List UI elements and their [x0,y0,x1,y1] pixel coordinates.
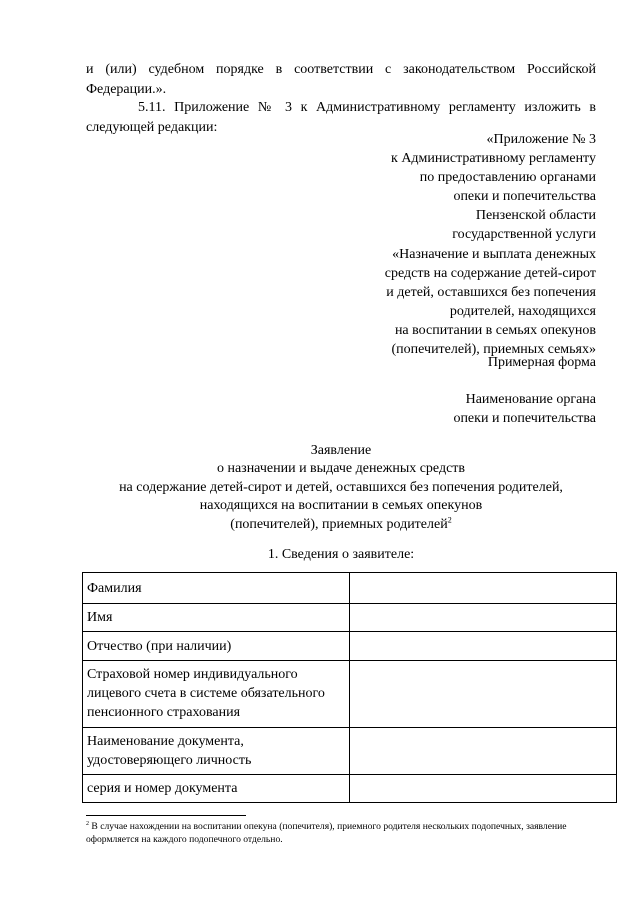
appendix-line: и детей, оставшихся без попечения [386,284,596,300]
row-label: Фамилия [83,573,350,604]
footnote-divider [86,815,246,816]
row-label: серия и номер документа [83,775,350,803]
row-value-cell[interactable] [350,728,617,775]
appendix-line: государственной услуги [452,227,596,243]
title-line [86,516,596,534]
row-value-cell[interactable] [350,604,617,632]
footnote-reference[interactable]: 2 [447,514,452,524]
table-row [83,728,617,775]
appendix-line: (попечителей), приемных семьях» [391,342,596,358]
footnote-mark: 2 [86,820,89,827]
table-row [83,604,617,632]
row-label: Страховой номер индивидуального лицевого счета в системе обязательного пенсионного страхования [83,661,350,728]
row-label: Отчество (при наличии) [83,632,350,661]
title-line: Заявление [310,443,372,458]
row-value-cell[interactable] [350,632,617,661]
title-line: о назначении и выдаче денежных средств [216,461,466,477]
title-line: на содержание детей-сирот и детей, оставшихся без попечения родителей, [119,479,563,495]
form-type-label: Примерная форма [487,355,596,370]
title-line: находящихся на воспитании в семьях опекунов [199,498,483,514]
appendix-line: на воспитании в семьях опекунов [394,322,596,338]
appendix-header [276,130,596,359]
table-row [83,775,617,803]
appendix-line: Пензенской области [475,208,596,224]
application-title [86,442,596,534]
row-label: Наименование документа, удостоверяющего личность [83,728,350,775]
appendix-line: «Приложение № 3 [486,132,596,147]
footnote [86,820,596,846]
row-label: Имя [83,604,350,632]
applicant-info-table [82,572,617,803]
appendix-line: опеки и попечительства [453,189,596,205]
intro-paragraph-2: 5.11. Приложение № 3 к Административному регламенту изложить в следующей редакции: [86,100,596,135]
table-row [83,632,617,661]
intro-paragraph-1: и (или) судебном порядке в соответствии с законодательством Российской Федерации.». [86,62,596,97]
organ-line: опеки и попечительства [453,411,596,426]
section-1-heading: 1. Сведения о заявителе: [267,547,415,562]
appendix-line: к Административному регламенту [391,151,596,167]
appendix-line: по предоставлению органами [419,170,596,186]
row-value-cell[interactable] [350,661,617,728]
appendix-line: средств на содержание детей-сирот [384,265,596,281]
row-value-cell[interactable] [350,775,617,803]
appendix-line: родителей, находящихся [449,303,596,319]
organ-name-block [453,390,596,428]
title-last-line: (попечителей), приемных родителей [230,516,448,532]
row-value-cell[interactable] [350,573,617,604]
table-row [83,661,617,728]
organ-line: Наименование органа [465,392,596,407]
appendix-line: «Назначение и выплата денежных [392,246,596,262]
footnote-text: В случае нахождении на воспитании опекуна (попечителя), приемного родителя нескольких подопечных, заявление оформляется на каждого подопечного отдельно. [86,821,567,845]
table-row [83,573,617,604]
